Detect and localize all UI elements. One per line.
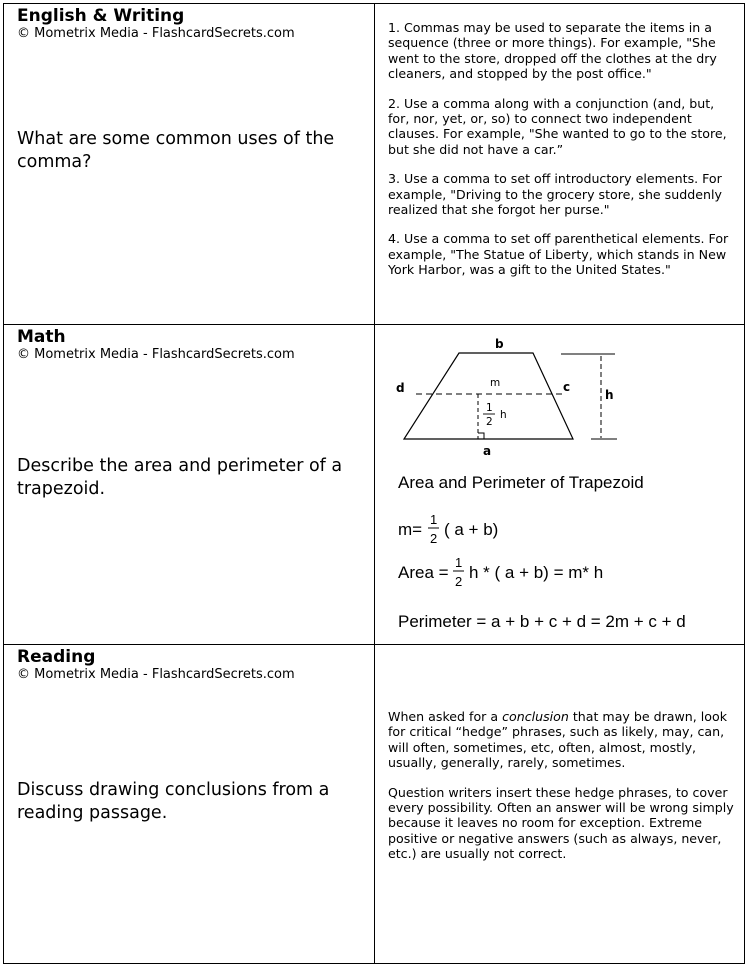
half-numerator: 1: [486, 402, 493, 414]
card-question: Discuss drawing conclusions from a reading passage.: [17, 780, 330, 823]
card-math: [4, 325, 744, 645]
question-cell: [4, 325, 375, 644]
answer-text: that may be drawn, look for critical “hedge” phrases, such as likely, may, can, will often, sometimes, etc, often, almost, mostly, usually, generally, rarely, sometimes.: [388, 709, 727, 771]
answer-cell: [375, 325, 744, 644]
label-a: a: [483, 444, 492, 458]
label-b: b: [495, 337, 504, 351]
card-copyright: © Mometrix Media - FlashcardSecrets.com: [17, 667, 295, 682]
card-english-writing: [4, 4, 744, 325]
area-frac-num: 1: [455, 555, 463, 570]
answer-paragraph: [388, 709, 736, 771]
answer-paragraph: Question writers insert these hedge phrases, to cover every possibility. Often an answer will be wrong simply because it leaves no room for exception. Extreme positive or negative answers (such as always, never, etc.) are usually not correct.: [388, 784, 734, 862]
label-c: c: [563, 380, 571, 394]
m-formula-lhs: m=: [398, 520, 423, 539]
answer-cell: [375, 4, 744, 324]
figure-title: Area and Perimeter of Trapezoid: [398, 473, 644, 492]
question-cell: [4, 645, 375, 963]
card-question: What are some common uses of the comma?: [17, 129, 335, 172]
answer-item: 2. Use a comma along with a conjunction (and, but, for, nor, yet, or, so) to connect two independent clauses. For example, "She wanted to go to the store, but she did not have a car.”: [388, 95, 727, 157]
card-reading: [4, 645, 744, 963]
half-denominator: 2: [486, 416, 493, 428]
card-category: Math: [17, 327, 66, 347]
card-category: Reading: [17, 647, 96, 667]
answer-item: 4. Use a comma to set off parenthetical elements. For example, "The Statue of Liberty, which stands in New York Harbor, was a gift to the United States.": [388, 231, 729, 278]
answer-cell: [375, 645, 744, 963]
card-question: Describe the area and perimeter of a trapezoid.: [17, 456, 343, 499]
answer-text: When asked for a: [388, 709, 503, 724]
answer-list: [388, 20, 736, 292]
label-m: m: [490, 377, 501, 389]
question-cell: [4, 4, 375, 324]
m-formula-rhs: ( a + b): [444, 520, 499, 539]
answer-item: 3. Use a comma to set off introductory elements. For example, "Driving to the grocery store, she suddenly realized that she forgot her purse.": [388, 171, 722, 218]
right-angle-mark: [478, 433, 484, 439]
area-frac-den: 2: [455, 574, 463, 589]
m-frac-den: 2: [430, 531, 438, 546]
card-copyright: © Mometrix Media - FlashcardSecrets.com: [17, 26, 295, 41]
answer-list: [388, 709, 736, 876]
flashcard-sheet: [3, 3, 745, 964]
perimeter-formula: Perimeter = a + b + c + d = 2m + c + d: [398, 612, 686, 631]
card-copyright: © Mometrix Media - FlashcardSecrets.com: [17, 347, 295, 362]
label-height: h: [605, 388, 614, 402]
half-h-label: h: [500, 409, 507, 421]
card-category: English & Writing: [17, 6, 185, 26]
answer-item: 1. Commas may be used to separate the items in a sequence (three or more things). For example, "She went to the store, dropped off the clothes at the dry cleaners, and stopped by the post office.": [388, 20, 717, 82]
area-formula-lhs: Area =: [398, 563, 449, 582]
m-frac-num: 1: [430, 512, 438, 527]
area-formula-rhs: h * ( a + b) = m* h: [469, 563, 604, 582]
trapezoid-figure: [375, 325, 744, 643]
label-d: d: [396, 381, 405, 395]
emphasis-conclusion: conclusion: [502, 709, 569, 724]
